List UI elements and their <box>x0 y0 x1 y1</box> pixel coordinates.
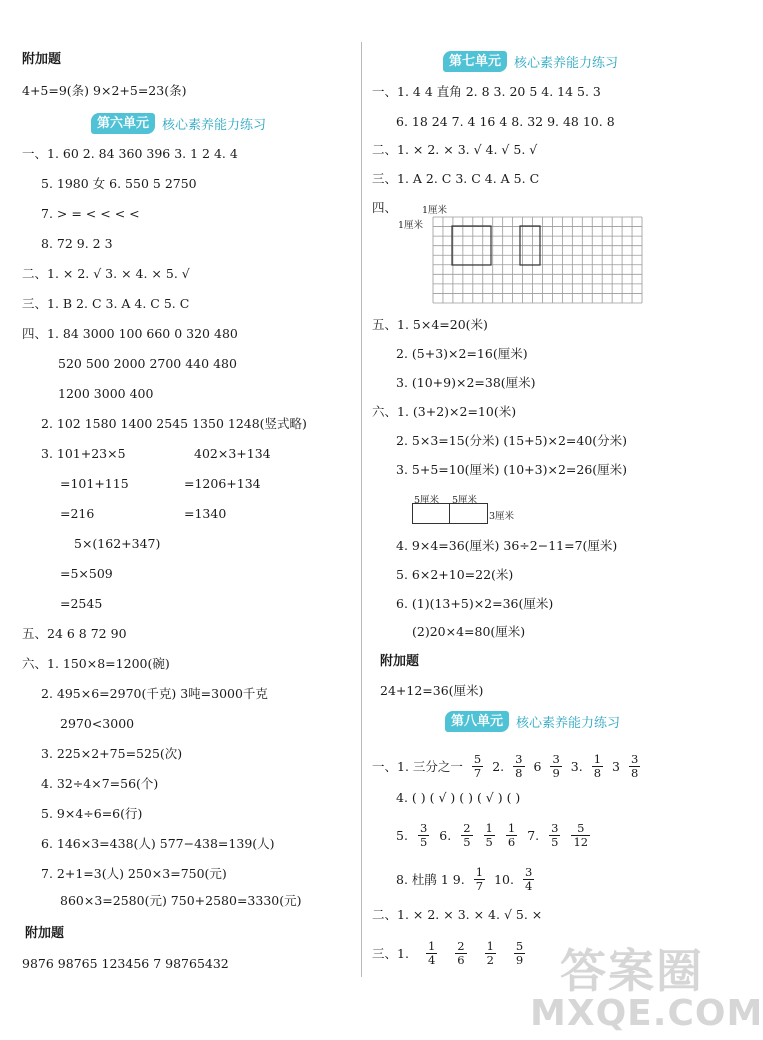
fraction: $\frac{1}{2}$ <box>486 939 494 967</box>
rect-label-right: 5厘米 <box>452 495 478 506</box>
two-square-rectangle <box>412 503 488 524</box>
answer-line: 六、1. (3+2)×2=10(米) <box>372 404 517 419</box>
grid-label-top: 1厘米 <box>422 205 448 216</box>
answer-text: 7. <box>527 827 540 843</box>
unit7-header <box>443 50 618 72</box>
fraction-answer-line <box>372 940 526 967</box>
rectangle-divider <box>449 504 450 523</box>
square-grid-diagram <box>433 217 642 303</box>
column-divider <box>361 42 362 977</box>
answer-line: 520 500 2000 2700 440 480 <box>58 356 237 371</box>
answer-line: 四、1. 84 3000 100 660 0 320 480 <box>22 326 238 341</box>
calc-step: 5×(162+347) <box>74 536 161 551</box>
answer-line: 2. 5×3=15(分米) (15+5)×2=40(分米) <box>396 433 628 448</box>
unit6-badge: 第六单元 <box>91 113 155 134</box>
calc-step: 402×3+134 <box>194 446 271 461</box>
answer-line: 4. 9×4=36(厘米) 36÷2−11=7(厘米) <box>396 538 618 553</box>
grid-svg <box>433 217 642 303</box>
watermark-logo-text: 答案圈 <box>560 944 704 998</box>
answer-line: 四、 <box>372 200 398 215</box>
answer-text: 8. 杜鹃 1 9. <box>396 871 465 887</box>
unit8-badge: 第八单元 <box>445 711 509 732</box>
fraction: $\frac{2}{6}$ <box>457 939 465 967</box>
fraction: $\frac{5}{9}$ <box>515 939 524 967</box>
answer-line: 6. 18 24 7. 4 16 4 8. 32 9. 48 10. 8 <box>396 114 615 129</box>
answer-line: 二、1. × 2. √ 3. × 4. × 5. √ <box>22 266 190 281</box>
answer-line: 6. (1)(13+5)×2=36(厘米) <box>396 596 554 611</box>
fujia-answer-1: 4+5=9(条) 9×2+5=23(条) <box>22 83 187 98</box>
answer-line: 3. (10+9)×2=38(厘米) <box>396 375 536 390</box>
answer-line: 2. 102 1580 1400 2545 1350 1248(竖式略) <box>41 416 307 431</box>
answer-line: 3. 225×2+75=525(次) <box>41 746 183 761</box>
fraction: $\frac{1}{7}$ <box>475 865 484 893</box>
answer-line: 7. > = < < < < <box>41 206 140 221</box>
answer-line: 一、1. 4 4 直角 2. 8 3. 20 5 4. 14 5. 3 <box>372 84 601 99</box>
answer-line: 2970<3000 <box>60 716 135 731</box>
fraction: $\frac{3}{8}$ <box>515 752 523 780</box>
answer-text: 一、1. 三分之一 <box>372 758 463 774</box>
answer-line: 五、1. 5×4=20(米) <box>372 317 488 332</box>
answer-line: 7. 2+1=3(人) 250×3=750(元) <box>41 866 227 881</box>
answer-text: 3 <box>612 758 620 774</box>
answer-line: 一、1. 60 2. 84 360 396 3. 1 2 4. 4 <box>22 146 238 161</box>
calc-step: =1206+134 <box>184 476 261 491</box>
answer-text: 10. <box>494 871 514 887</box>
fraction: $\frac{1}{4}$ <box>427 939 436 967</box>
answer-text: 2. <box>492 758 505 774</box>
answer-line: 二、1. × 2. × 3. √ 4. √ 5. √ <box>372 142 538 157</box>
unit6-title: 核心素养能力练习 <box>162 117 267 133</box>
fujia-heading-1: 附加题 <box>22 52 62 67</box>
fraction: $\frac{3}{4}$ <box>524 865 533 893</box>
fraction: $\frac{1}{5}$ <box>485 821 493 849</box>
calc-step: =1340 <box>184 506 227 521</box>
answer-line: 二、1. × 2. × 3. × 4. √ 5. × <box>372 907 543 922</box>
answer-line: 2. 495×6=2970(千克) 3吨=3000千克 <box>41 686 268 701</box>
answer-line: 6. 146×3=438(人) 577−438=139(人) <box>41 836 275 851</box>
answer-text: 5. <box>396 827 408 843</box>
fraction: $\frac{5}{7}$ <box>473 752 482 780</box>
fraction: $\frac{3}{9}$ <box>552 752 560 780</box>
fraction: $\frac{3}{5}$ <box>419 821 428 849</box>
fujia-heading-2: 附加题 <box>25 926 65 941</box>
answer-line: (2)20×4=80(厘米) <box>412 624 526 639</box>
unit6-header <box>91 112 266 134</box>
fraction: $\frac{2}{5}$ <box>463 821 471 849</box>
answer-line: 3. 5+5=10(厘米) (10+3)×2=26(厘米) <box>396 462 628 477</box>
answer-line: 860×3=2580(元) 750+2580=3330(元) <box>60 893 302 908</box>
answer-line: 5. 1980 女 6. 550 5 2750 <box>41 176 197 191</box>
calc-step: =2545 <box>60 596 103 611</box>
answer-text: 三、1. <box>372 945 409 961</box>
answer-line: 2. (5+3)×2=16(厘米) <box>396 346 528 361</box>
answer-text: 6 <box>533 758 542 774</box>
fraction: $\frac{3}{5}$ <box>551 821 559 849</box>
answer-line: 4. 32÷4×7=56(个) <box>41 776 159 791</box>
calc-step: =216 <box>60 506 95 521</box>
answer-text: 6. <box>439 827 452 843</box>
grid-label-left: 1厘米 <box>398 220 424 231</box>
answer-line: 4. ( ) ( √ ) ( ) ( √ ) ( ) <box>396 790 521 805</box>
unit7-title: 核心素养能力练习 <box>514 55 619 71</box>
fraction: $\frac{1}{8}$ <box>593 752 602 780</box>
fraction-answer-line <box>396 822 591 849</box>
answer-line: 5. 9×4÷6=6(行) <box>41 806 143 821</box>
calc-step: =5×509 <box>60 566 113 581</box>
fraction: $\frac{5}{12}$ <box>573 821 589 849</box>
fujia-heading-3: 附加题 <box>380 654 420 669</box>
calc-step: =101+115 <box>60 476 129 491</box>
unit8-header <box>445 710 620 732</box>
rect-label-left: 5厘米 <box>414 495 440 506</box>
answer-line: 六、1. 150×8=1200(碗) <box>22 656 170 671</box>
fraction-answer-line <box>372 753 641 780</box>
fraction: $\frac{3}{8}$ <box>631 752 639 780</box>
fraction-answer-line <box>396 866 535 893</box>
fraction: $\frac{1}{6}$ <box>507 821 516 849</box>
watermark <box>530 935 763 1035</box>
answer-line: 8. 72 9. 2 3 <box>41 236 113 251</box>
fujia-answer-2: 9876 98765 123456 7 98765432 <box>22 956 229 971</box>
fujia-answer-3: 24+12=36(厘米) <box>380 683 484 698</box>
calc-step: 3. 101+23×5 <box>41 446 126 461</box>
answer-line: 三、1. B 2. C 3. A 4. C 5. C <box>22 296 190 311</box>
answer-line: 1200 3000 400 <box>58 386 154 401</box>
unit8-title: 核心素养能力练习 <box>516 715 621 731</box>
unit7-badge: 第七单元 <box>443 51 507 72</box>
answer-line: 五、24 6 8 72 90 <box>22 626 127 641</box>
rect-label-height: 3厘米 <box>489 511 515 522</box>
answer-line: 三、1. A 2. C 3. C 4. A 5. C <box>372 171 540 186</box>
watermark-domain: MXQE.COM <box>530 993 763 1034</box>
answer-text: 3. <box>570 758 583 774</box>
answer-line: 5. 6×2+10=22(米) <box>396 567 514 582</box>
